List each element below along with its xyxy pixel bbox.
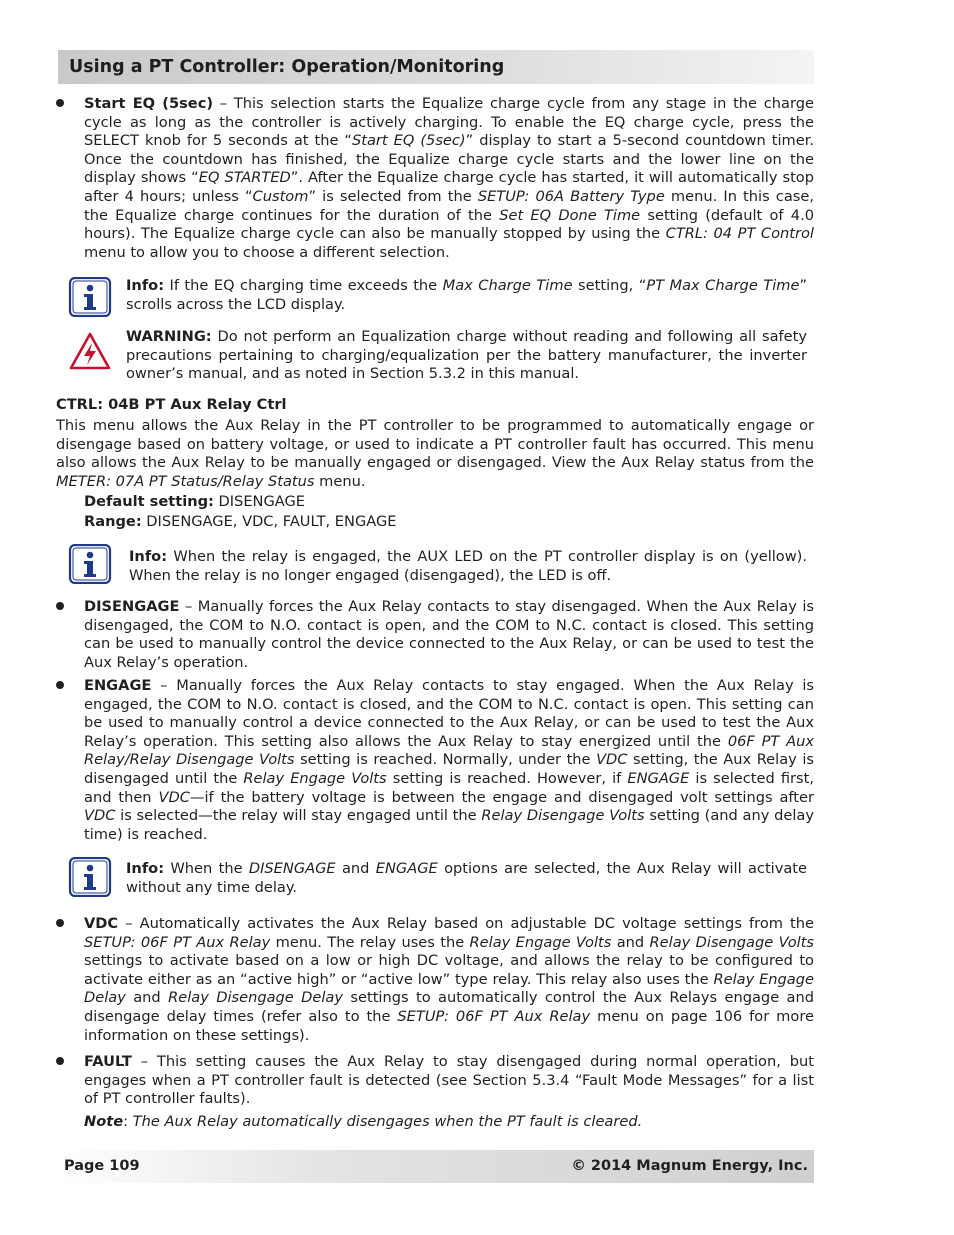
start-eq-paragraph: Start EQ (5sec) – This selection starts the Equalize charge cycle from any stage in the charge cycle as long as the controller is actively charging. To enable the EQ charge cycle, press the SELECT knob for 5 seconds at the “Start EQ (5sec)” display to start a 5-second countdown timer. Once the countdown has finished, the Equalize charge cycle starts and the lower line on the display shows “EQ STARTED”. After the Equalize charge cycle has started, it will automatically stop after 4 hours; unless “Custom” is selected from the SETUP: 06A Battery Type menu. In this case, the Equalize charge continues for the duration of the Set EQ Done Time setting (default of 4.0 hours). The Equalize charge cycle can also be manually stopped by using the CTRL: 04 PT Control menu to allow you to choose a different selection. [84, 95, 815, 261]
ctrl-04b-description: This menu allows the Aux Relay in the PT controller to be programmed to automatically engage or disengage based on battery voltage, or used to indicate a PT controller fault has occurred. This menu also allows the Aux Relay to be manually engaged or disengaged. View the Aux Relay status from the METER: 07A PT Status/Relay Status menu. [56, 417, 814, 490]
page-footer [58, 1150, 814, 1183]
disengage-paragraph: DISENGAGE – Manually forces the Aux Relay contacts to stay disengaged. When the Aux Relay is disengaged, the COM to N.O. contact is open, and the COM to N.C. contact is closed. This setting can be used to manually control the device connected to the Aux Relay, or can be used to test the Aux Relay’s operation. [84, 598, 814, 671]
info-note-eq: Info: If the EQ charging time exceeds the Max Charge Time setting, “PT Max Charge Time” scrolls across the LCD display. [126, 277, 808, 313]
range-setting: Range: DISENGAGE, VDC, FAULT, ENGAGE [84, 513, 397, 530]
vdc-paragraph: VDC – Automatically activates the Aux Relay based on adjustable DC voltage settings from the SETUP: 06F PT Aux Relay menu. The relay uses the Relay Engage Volts and Relay Disengage Volts settings to activate based on a low or high DC voltage, and allows the relay to be configured to activate either as an “active high” or “active low” type relay. This relay also uses the Relay Engage Delay and Relay Disengage Delay settings to automatically control the Aux Relays engage and disengage delay times (refer also to the SETUP: 06F PT Aux Relay menu on page 106 for more information on these settings). [84, 915, 815, 1044]
info-note-led: Info: When the relay is engaged, the AUX LED on the PT controller display is on (yellow). When the relay is no longer engaged (disengaged), the LED is off. [129, 548, 807, 584]
bullet-dot [56, 99, 64, 107]
default-setting: Default setting: DISENGAGE [84, 493, 306, 510]
section-header [58, 50, 814, 84]
warning-note: WARNING: Do not perform an Equalization charge without reading and following all safety precautions pertaining to charging/equalization per the battery manufacturer, the inverter owner’s manual, and as noted in Section 5.3.2 in this manual. [126, 328, 807, 383]
section-heading: CTRL: 04B PT Aux Relay Ctrl [56, 396, 287, 413]
page-number: Page 109 [64, 1158, 140, 1174]
bullet-dot [56, 1057, 64, 1065]
warning-icon [68, 331, 112, 371]
info-note-no-delay: Info: When the DISENGAGE and ENGAGE options are selected, the Aux Relay will activate without any time delay. [126, 860, 807, 896]
info-icon [68, 857, 112, 897]
copyright-notice: © 2014 Magnum Energy, Inc. [571, 1158, 808, 1174]
fault-paragraph: FAULT – This setting causes the Aux Relay to stay disengaged during normal operation, but engages when a PT controller fault is detected (see Section 5.3.4 “Fault Mode Messages” for a list of PT controller faults). [84, 1053, 814, 1108]
bullet-dot [56, 681, 64, 689]
fault-note: Note: The Aux Relay automatically disengages when the PT fault is cleared. [84, 1113, 643, 1130]
bullet-dot [56, 919, 64, 927]
page-title: Using a PT Controller: Operation/Monitoring [69, 57, 505, 77]
engage-paragraph: ENGAGE – Manually forces the Aux Relay contacts to stay engaged. When the Aux Relay is engaged, the COM to N.O. contact is closed, and the COM to N.C. contact is open. This setting can be used to manually control a device connected to the Aux Relay, or can be used to test the Aux Relay’s operation. This setting also allows the Aux Relay to stay energized until the 06F PT Aux Relay/Relay Disengage Volts setting is reached. Normally, under the VDC setting, the Aux Relay is disengaged until the Relay Engage Volts setting is reached. However, if ENGAGE is selected first, and then VDC—if the battery voltage is between the engage and disengaged volt settings after VDC is selected—the relay will stay engaged until the Relay Disengage Volts setting (and any delay time) is reached. [84, 677, 815, 843]
info-icon [68, 544, 112, 584]
bullet-dot [56, 602, 64, 610]
info-icon [68, 277, 112, 317]
